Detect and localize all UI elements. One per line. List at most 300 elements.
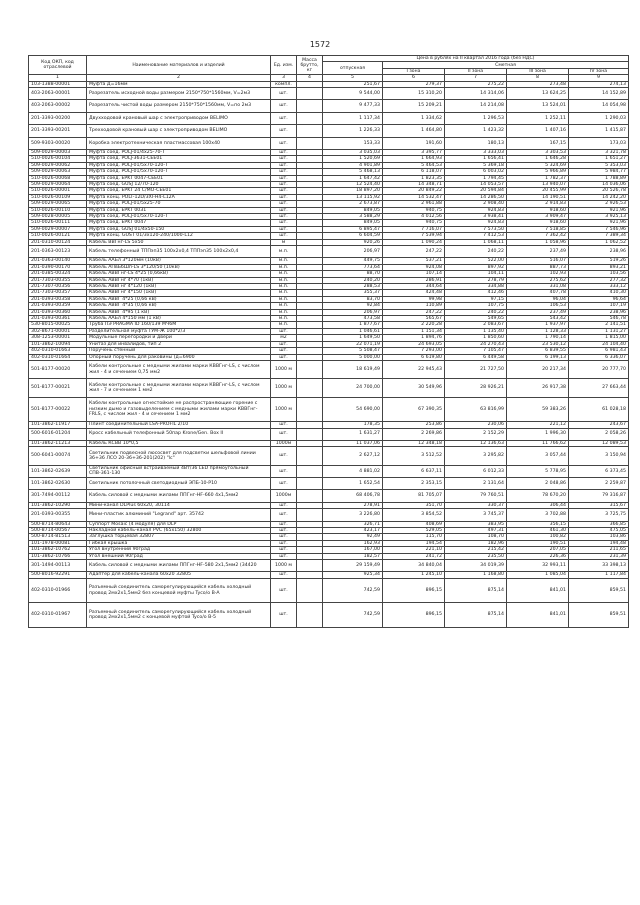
item-name: Кабели контрольные с медными жилами марки КВВГнг-LS, с числом жил - 4 и сечением 0,75 мм2 xyxy=(87,360,271,378)
item-mass xyxy=(297,478,323,490)
zone-3-price: 3 909,47 xyxy=(507,214,569,220)
zone-2-price: 1 850,60 xyxy=(445,335,507,341)
item-code: 510-0026-00104 xyxy=(29,156,87,162)
zone-1-price: 537,21 xyxy=(383,258,445,264)
zone-2-price: 1 068,11 xyxy=(445,239,507,245)
zone-1-price: 279,37 xyxy=(383,81,445,87)
zone-4-price: 1 131,27 xyxy=(569,328,629,334)
sales-price: 18 619,49 xyxy=(323,360,383,378)
zone-2-price: 240,22 xyxy=(445,246,507,258)
zone-4-price: 315,67 xyxy=(569,502,629,508)
item-code: 509-0029-00007 xyxy=(29,226,87,232)
item-unit: м.п. xyxy=(271,303,297,309)
zone-2-price: 7 105,47 xyxy=(445,348,507,354)
zone-1-price: 191,60 xyxy=(383,137,445,149)
item-code: 501-8177-00020 xyxy=(29,360,87,378)
header-zone-1: I зона xyxy=(383,68,445,74)
zone-1-price: 408,69 xyxy=(383,521,445,527)
zone-4-price: 859,51 xyxy=(569,578,629,602)
column-index: 8 xyxy=(507,75,569,81)
zone-3-price: 226,36 xyxy=(507,553,569,559)
header-price-group: Цена в рублях на II квартал 2016 года (без НДС) xyxy=(323,56,629,62)
zone-4-price: 7 389,34 xyxy=(569,233,629,239)
sales-price: 3 035,03 xyxy=(323,149,383,155)
sales-price: 2 673,87 xyxy=(323,201,383,207)
column-index: 7 xyxy=(445,75,507,81)
item-mass xyxy=(297,509,323,521)
zone-1-price: 20 849,22 xyxy=(383,188,445,194)
item-mass xyxy=(297,100,323,112)
zone-3-price: 543,42 xyxy=(507,316,569,322)
zone-3-price: 2 048,86 xyxy=(507,478,569,490)
zone-4-price: 893,21 xyxy=(569,264,629,270)
zone-1-price: 1 894,76 xyxy=(383,335,445,341)
item-unit: шт. xyxy=(271,181,297,187)
sales-price: 278,91 xyxy=(323,502,383,508)
zone-2-price: 63 816,99 xyxy=(445,397,507,421)
table-row xyxy=(29,603,629,627)
zone-4-price: 103,86 xyxy=(569,534,629,540)
zone-4-price: 1 651,27 xyxy=(569,156,629,162)
header-zone-3: III зона xyxy=(507,68,569,74)
item-unit: 1000 м xyxy=(271,360,297,378)
header-sales-price: отпускная xyxy=(323,62,383,75)
zone-1-price: 5 464,53 xyxy=(383,162,445,168)
zone-4-price: 14 242,20 xyxy=(569,194,629,200)
item-code: 403-2063-00001 xyxy=(29,87,87,99)
zone-4-price: 2 058,26 xyxy=(569,428,629,440)
zone-3-price: 887,73 xyxy=(507,264,569,270)
item-unit: шт. xyxy=(271,112,297,124)
zone-4-price: 231,39 xyxy=(569,553,629,559)
item-code: 301-7494-00112 xyxy=(29,490,87,502)
item-name: Кабель ААБл 4*150 мм (1 кВ) xyxy=(87,316,271,322)
zone-3-price: 190,51 xyxy=(507,540,569,546)
zone-2-price: 215,42 xyxy=(445,547,507,553)
item-name: Разрезатель исходной воды размером 2150*750*1560мм, V=2м3 xyxy=(87,87,271,99)
item-code: 301-1494-00113 xyxy=(29,560,87,572)
item-code: 530-8015-00025 xyxy=(29,322,87,328)
zone-4-price: 20 777,70 xyxy=(569,360,629,378)
item-unit: шт. xyxy=(271,100,297,112)
sales-price: 449,75 xyxy=(323,258,383,264)
sales-price: 24 700,00 xyxy=(323,379,383,397)
sales-price: 6 604,59 xyxy=(323,233,383,239)
item-unit: шт. xyxy=(271,328,297,334)
zone-1-price: 2 353,15 xyxy=(383,478,445,490)
zone-2-price: 1 423,32 xyxy=(445,125,507,137)
zone-1-price: 3 512,52 xyxy=(383,447,445,465)
item-unit: шт. xyxy=(271,201,297,207)
zone-2-price: 2 131,64 xyxy=(445,478,507,490)
item-name: Угол внутренний 90град xyxy=(87,547,271,553)
zone-4-price: 107,19 xyxy=(569,303,629,309)
zone-4-price: 12 089,53 xyxy=(569,440,629,446)
zone-4-price: 3 321,78 xyxy=(569,149,629,155)
item-name: Поручень стенный xyxy=(87,348,271,354)
sales-price: 54 690,00 xyxy=(323,397,383,421)
item-code: 500-6041-00074 xyxy=(29,447,87,465)
item-mass xyxy=(297,137,323,149)
item-name: Мини-канал DLPlus 60х20, 30114 xyxy=(87,502,271,508)
table-row xyxy=(29,100,629,112)
item-unit: шт. xyxy=(271,348,297,354)
item-name: Кабель КСВВ 10*0,5 xyxy=(87,440,271,446)
zone-1-price: 6 637,11 xyxy=(383,465,445,477)
zone-3-price: 516,07 xyxy=(507,258,569,264)
zone-3-price: 11 766,62 xyxy=(507,440,569,446)
zone-2-price: 1 656,41 xyxy=(445,156,507,162)
sales-price: 12 524,40 xyxy=(323,181,383,187)
item-code: 402-0310-01967 xyxy=(29,603,87,627)
item-name: Муфта соед. POLJ-01/5х25-70 xyxy=(87,201,271,207)
item-code: 101-3862-10762 xyxy=(29,547,87,553)
item-unit: шт. xyxy=(271,534,297,540)
sales-price: 2 627,12 xyxy=(323,447,383,465)
zone-4-price: 14 152,89 xyxy=(569,87,629,99)
zone-1-price: 15 209,21 xyxy=(383,100,445,112)
zone-2-price: 278,79 xyxy=(445,277,507,283)
zone-4-price: 519,26 xyxy=(569,258,629,264)
zone-3-price: 6 199,13 xyxy=(507,354,569,360)
sales-price: 11 037,06 xyxy=(323,440,383,446)
item-unit: шт. xyxy=(271,521,297,527)
item-unit: шт. xyxy=(271,194,297,200)
zone-1-price: 565,67 xyxy=(383,316,445,322)
item-code: 510-0026-00001 xyxy=(29,188,87,194)
zone-1-price: 2 961,88 xyxy=(383,201,445,207)
zone-2-price: 235,50 xyxy=(445,553,507,559)
item-code: 510-0026-00068 xyxy=(29,175,87,181)
zone-4-price: 1 117,84 xyxy=(569,572,629,578)
zone-1-price: 99,98 xyxy=(383,296,445,302)
item-name: Кабель АВВГ 4*25 (0,66 кВ) xyxy=(87,296,271,302)
zone-2-price: 240,22 xyxy=(445,309,507,315)
item-code: 101-3862-02630 xyxy=(29,478,87,490)
zone-3-price: 331,08 xyxy=(507,284,569,290)
zone-3-price: 1 996,30 xyxy=(507,428,569,440)
sales-price: 849,05 xyxy=(323,220,383,226)
item-unit: 1000 м xyxy=(271,560,297,572)
zone-1-price: 24 693,05 xyxy=(383,341,445,347)
zone-2-price: 3 938,41 xyxy=(445,214,507,220)
item-unit: шт. xyxy=(271,233,297,239)
item-unit: шт. xyxy=(271,341,297,347)
item-unit: шт. xyxy=(271,156,297,162)
item-code: 402-0310-01663 xyxy=(29,348,87,354)
item-code: 510-0026-00121 xyxy=(29,233,87,239)
sales-price: 162,93 xyxy=(323,540,383,546)
item-name: Разделительная муфта ТУМ-Ж 100*2/3 xyxy=(87,328,271,334)
column-index: 9 xyxy=(569,75,629,81)
zone-2-price: 549,65 xyxy=(445,316,507,322)
sales-price: 182,57 xyxy=(323,553,383,559)
sales-price: 251,67 xyxy=(323,81,383,87)
zone-2-price: 334,88 xyxy=(445,284,507,290)
item-name: Кабель АВВГнг-LS 4*25 (0,66кВ) xyxy=(87,271,271,277)
item-unit: шт. xyxy=(271,188,297,194)
item-name: Кабель АВВГнг 4*120 (1кВ) xyxy=(87,284,271,290)
table-row xyxy=(29,490,629,502)
header-zone-2: II зона xyxy=(445,68,507,74)
zone-2-price: 34 019,39 xyxy=(445,560,507,572)
sales-price: 423,17 xyxy=(323,528,383,534)
sales-price: 6 895,47 xyxy=(323,226,383,232)
item-name: Модульные перегородки и двери xyxy=(87,335,271,341)
zone-1-price: 81 705,07 xyxy=(383,490,445,502)
zone-2-price: 108,70 xyxy=(445,534,507,540)
zone-2-price: 6 449,58 xyxy=(445,354,507,360)
zone-2-price: 522,00 xyxy=(445,258,507,264)
zone-3-price: 1 252,11 xyxy=(507,112,569,124)
zone-3-price: 26 917,38 xyxy=(507,379,569,397)
zone-1-price: 241,72 xyxy=(383,553,445,559)
item-unit: м.п. xyxy=(271,316,297,322)
zone-2-price: 180,13 xyxy=(445,137,507,149)
item-code: 201-3393-00201 xyxy=(29,125,87,137)
zone-4-price: 859,51 xyxy=(569,603,629,627)
zone-1-price: 34 840,04 xyxy=(383,560,445,572)
item-code: 510-0026-00111 xyxy=(29,220,87,226)
zone-4-price: 14 054,98 xyxy=(569,100,629,112)
sales-price: 742,59 xyxy=(323,603,383,627)
zone-2-price: 497,31 xyxy=(445,528,507,534)
zone-3-price: 167,15 xyxy=(507,137,569,149)
sales-price: 4 901,89 xyxy=(323,162,383,168)
zone-3-price: 7 362,42 xyxy=(507,233,569,239)
zone-4-price: 2 926,53 xyxy=(569,201,629,207)
item-code: 101-3862-11917 xyxy=(29,422,87,428)
zone-2-price: 1 168,80 xyxy=(445,572,507,578)
price-table xyxy=(28,55,629,628)
item-code: 509-0029-00062 xyxy=(29,162,87,168)
sales-price: 1 647,42 xyxy=(323,175,383,181)
zone-4-price: 238,96 xyxy=(569,246,629,258)
zone-1-price: 221,10 xyxy=(383,547,445,553)
zone-2-price: 14 214,08 xyxy=(445,100,507,112)
item-mass xyxy=(297,447,323,465)
zone-1-price: 1 334,62 xyxy=(383,112,445,124)
zone-4-price: 243,67 xyxy=(569,422,629,428)
zone-4-price: 3 725,75 xyxy=(569,509,629,521)
item-code: 500-8714-80643 xyxy=(29,521,87,527)
item-unit: шт. xyxy=(271,162,297,168)
item-name: Муфта соед. GUSJ 12/70-120 xyxy=(87,181,271,187)
sales-price: 13 115,92 xyxy=(323,194,383,200)
sales-price: 925,34 xyxy=(323,572,383,578)
zone-3-price: 5 966,89 xyxy=(507,169,569,175)
item-name: Заглушка торцевая 32807 xyxy=(87,534,271,540)
zone-4-price: 921,96 xyxy=(569,207,629,213)
zone-1-price: 12 348,18 xyxy=(383,440,445,446)
item-code: 402-0310-01966 xyxy=(29,578,87,602)
table-row xyxy=(29,112,629,124)
sales-price: 178,35 xyxy=(323,422,383,428)
item-code: 201-7303-00357 xyxy=(29,290,87,296)
item-name: Кабель АВВГ 4*95 (1 кВ) xyxy=(87,309,271,315)
zone-4-price: 194,48 xyxy=(569,540,629,546)
item-name: Разъемный соединитель саморегулирующийся кабель холодный провод 2мх2х1,5мм2 без концевой муфты Tyco/o B-A xyxy=(87,578,271,602)
header-name: Наименование материалов и изделий xyxy=(87,56,271,75)
zone-2-price: 1 296,53 xyxy=(445,112,507,124)
item-name: Муфта соед. POLJ-01/5х70-120-T xyxy=(87,214,271,220)
sales-price: 83,70 xyxy=(323,296,383,302)
item-unit: шт. xyxy=(271,214,297,220)
item-code: 500-8714-81513 xyxy=(29,534,87,540)
item-name: Разъемный соединитель саморегулирующийся кабель холодный провод 2мх2х1,5мм2 с концевой муфтой Tyco/o B-5 xyxy=(87,603,271,627)
zone-1-price: 253,86 xyxy=(383,422,445,428)
table-row xyxy=(29,447,629,465)
zone-4-price: 2 259,87 xyxy=(569,478,629,490)
zone-3-price: 918,60 xyxy=(507,207,569,213)
zone-2-price: 5 369,18 xyxy=(445,162,507,168)
zone-2-price: 412,46 xyxy=(445,290,507,296)
item-mass xyxy=(297,490,323,502)
item-mass xyxy=(297,379,323,397)
column-index: 1 xyxy=(29,75,87,81)
zone-2-price: 97,15 xyxy=(445,296,507,302)
item-name: Муфта соед. GUSJ 01/4х50-150 xyxy=(87,226,271,232)
zone-2-price: 330,37 xyxy=(445,502,507,508)
zone-3-price: 7 518,85 xyxy=(507,226,569,232)
zone-4-price: 20 526,78 xyxy=(569,188,629,194)
item-name: Кросс кабельный телефонный 50пар Krone/Gen. Box II xyxy=(87,428,271,440)
item-code: 201-0363-00140 xyxy=(29,258,87,264)
item-code: 510-0026-00109 xyxy=(29,194,87,200)
item-name: Трехходовой крановый шар с электроприводом BELIMO xyxy=(87,125,271,137)
item-name: Кабель ААБл 3*120мм (10кВ) xyxy=(87,258,271,264)
zone-3-price: 13 940,07 xyxy=(507,181,569,187)
item-name: Гибкая крышка xyxy=(87,540,271,546)
zone-3-price: 841,01 xyxy=(507,578,569,602)
item-name: Коробка электротехническая пластмассовая 100х40 xyxy=(87,137,271,149)
zone-1-price: 351,70 xyxy=(383,502,445,508)
item-unit: м2 xyxy=(271,335,297,341)
item-code: 201-0363-00123 xyxy=(29,246,87,258)
zone-2-price: 20 594,84 xyxy=(445,188,507,194)
item-code: 201-0385-00324 xyxy=(29,271,87,277)
item-code: 509-0029-00063 xyxy=(29,169,87,175)
item-name: Угол внешний 90град xyxy=(87,553,271,559)
zone-1-price: 110,89 xyxy=(383,303,445,309)
zone-4-price: 5 353,03 xyxy=(569,162,629,168)
zone-2-price: 3 745,37 xyxy=(445,509,507,521)
zone-2-price: 383,95 xyxy=(445,521,507,527)
zone-3-price: 32 993,11 xyxy=(507,560,569,572)
zone-4-price: 103,56 xyxy=(569,271,629,277)
zone-1-price: 7 293,00 xyxy=(383,348,445,354)
item-name: Светильник подвесной люсосвет для подсветки шельфовой линии 36+36 ЛСО 20-36+36-201(202) "lc" xyxy=(87,447,271,465)
sales-price: 773,64 xyxy=(323,264,383,270)
item-code: 103-1388-00001 xyxy=(29,81,87,87)
zone-3-price: 5 778,95 xyxy=(507,465,569,477)
sales-price: 1 652,54 xyxy=(323,478,383,490)
zone-3-price: 407,78 xyxy=(507,290,569,296)
sales-price: 29 159,49 xyxy=(323,560,383,572)
item-code: 201-0393-00355 xyxy=(29,509,87,521)
item-code: 510-0026-00110 xyxy=(29,207,87,213)
item-unit: шт. xyxy=(271,572,297,578)
zone-3-price: 5 324,69 xyxy=(507,162,569,168)
zone-3-price: 20 455,99 xyxy=(507,188,569,194)
zone-2-price: 1 794,45 xyxy=(445,175,507,181)
zone-1-price: 1 090,24 xyxy=(383,239,445,245)
item-code: 101-3862-02639 xyxy=(29,465,87,477)
item-unit: 1000 м xyxy=(271,397,297,421)
zone-3-price: 59 383,26 xyxy=(507,397,569,421)
item-name: Кабели контрольные с медными жилами марки КВВГнг-LS, с числом жил - 7 и сечением 1 мм2 xyxy=(87,379,271,397)
item-unit: шт. xyxy=(271,354,297,360)
table-row xyxy=(29,125,629,137)
item-code: 500-8016-92291 xyxy=(29,572,87,578)
item-name: Муфта соед. POLJ-01/5х70-120-T xyxy=(87,169,271,175)
zone-1-price: 6 118,07 xyxy=(383,169,445,175)
sales-price: 92,84 xyxy=(323,303,383,309)
zone-1-price: 67 390,35 xyxy=(383,397,445,421)
item-code: 201-3393-00200 xyxy=(29,112,87,124)
item-code: 500-8714-00567 xyxy=(29,528,87,534)
zone-4-price: 333,12 xyxy=(569,284,629,290)
item-unit: м.п. xyxy=(271,277,297,283)
item-unit: шт. xyxy=(271,87,297,99)
zone-1-price: 2 269,86 xyxy=(383,428,445,440)
zone-2-price: 2 908,40 xyxy=(445,201,507,207)
item-mass xyxy=(297,428,323,440)
zone-1-price: 1 823,35 xyxy=(383,175,445,181)
item-mass xyxy=(297,246,323,258)
zone-4-price: 1 290,03 xyxy=(569,112,629,124)
column-index: 5 xyxy=(323,75,383,81)
item-unit: шт. xyxy=(271,509,297,521)
header-estimate: Сметная xyxy=(383,62,629,68)
item-unit: м.п. xyxy=(271,264,297,270)
item-unit: м.п. xyxy=(271,284,297,290)
item-unit: м.п. xyxy=(271,258,297,264)
zone-2-price: 14 286,50 xyxy=(445,194,507,200)
item-unit: шт. xyxy=(271,220,297,226)
sales-price: 326,71 xyxy=(323,521,383,527)
zone-1-price: 6 619,80 xyxy=(383,354,445,360)
item-name: Накладной кабель-канал РVС (65х150) 32800 xyxy=(87,528,271,534)
zone-3-price: 2 914,83 xyxy=(507,201,569,207)
zone-1-price: 1 151,34 xyxy=(383,328,445,334)
table-row xyxy=(29,397,629,421)
zone-2-price: 6 012,33 xyxy=(445,465,507,477)
zone-2-price: 182,96 xyxy=(445,540,507,546)
item-code: 201-7303-00355 xyxy=(29,277,87,283)
item-unit: шт. xyxy=(271,547,297,553)
zone-2-price: 230,06 xyxy=(445,422,507,428)
zone-4-price: 6 336,07 xyxy=(569,354,629,360)
zone-1-price: 115,70 xyxy=(383,534,445,540)
item-code: 101-3862-10094 xyxy=(29,341,87,347)
zone-1-price: 286,91 xyxy=(383,277,445,283)
item-code: 509-9303-00020 xyxy=(29,137,87,149)
zone-3-price: 3 303,53 xyxy=(507,149,569,155)
item-name: Муфта соед. EPKT 0047 xyxy=(87,220,271,226)
zone-3-price: 1 646,28 xyxy=(507,156,569,162)
zone-3-price: 14 190,51 xyxy=(507,194,569,200)
zone-3-price: 221,12 xyxy=(507,422,569,428)
zone-3-price: 275,62 xyxy=(507,277,569,283)
item-name: Кабель АПвБбШп-LS 3*120/50 (10кВ) xyxy=(87,264,271,270)
item-unit: компл. xyxy=(271,81,297,87)
zone-3-price: 13 624,25 xyxy=(507,87,569,99)
item-unit: м.п. xyxy=(271,290,297,296)
sales-price: 1 226,33 xyxy=(323,125,383,137)
item-name: Опорный поручень для раковины (д=6900 xyxy=(87,354,271,360)
item-name: Кабель телефонный ТППэп35 100х2х0,4 ТППэп35 100х2х0,4 xyxy=(87,246,271,258)
